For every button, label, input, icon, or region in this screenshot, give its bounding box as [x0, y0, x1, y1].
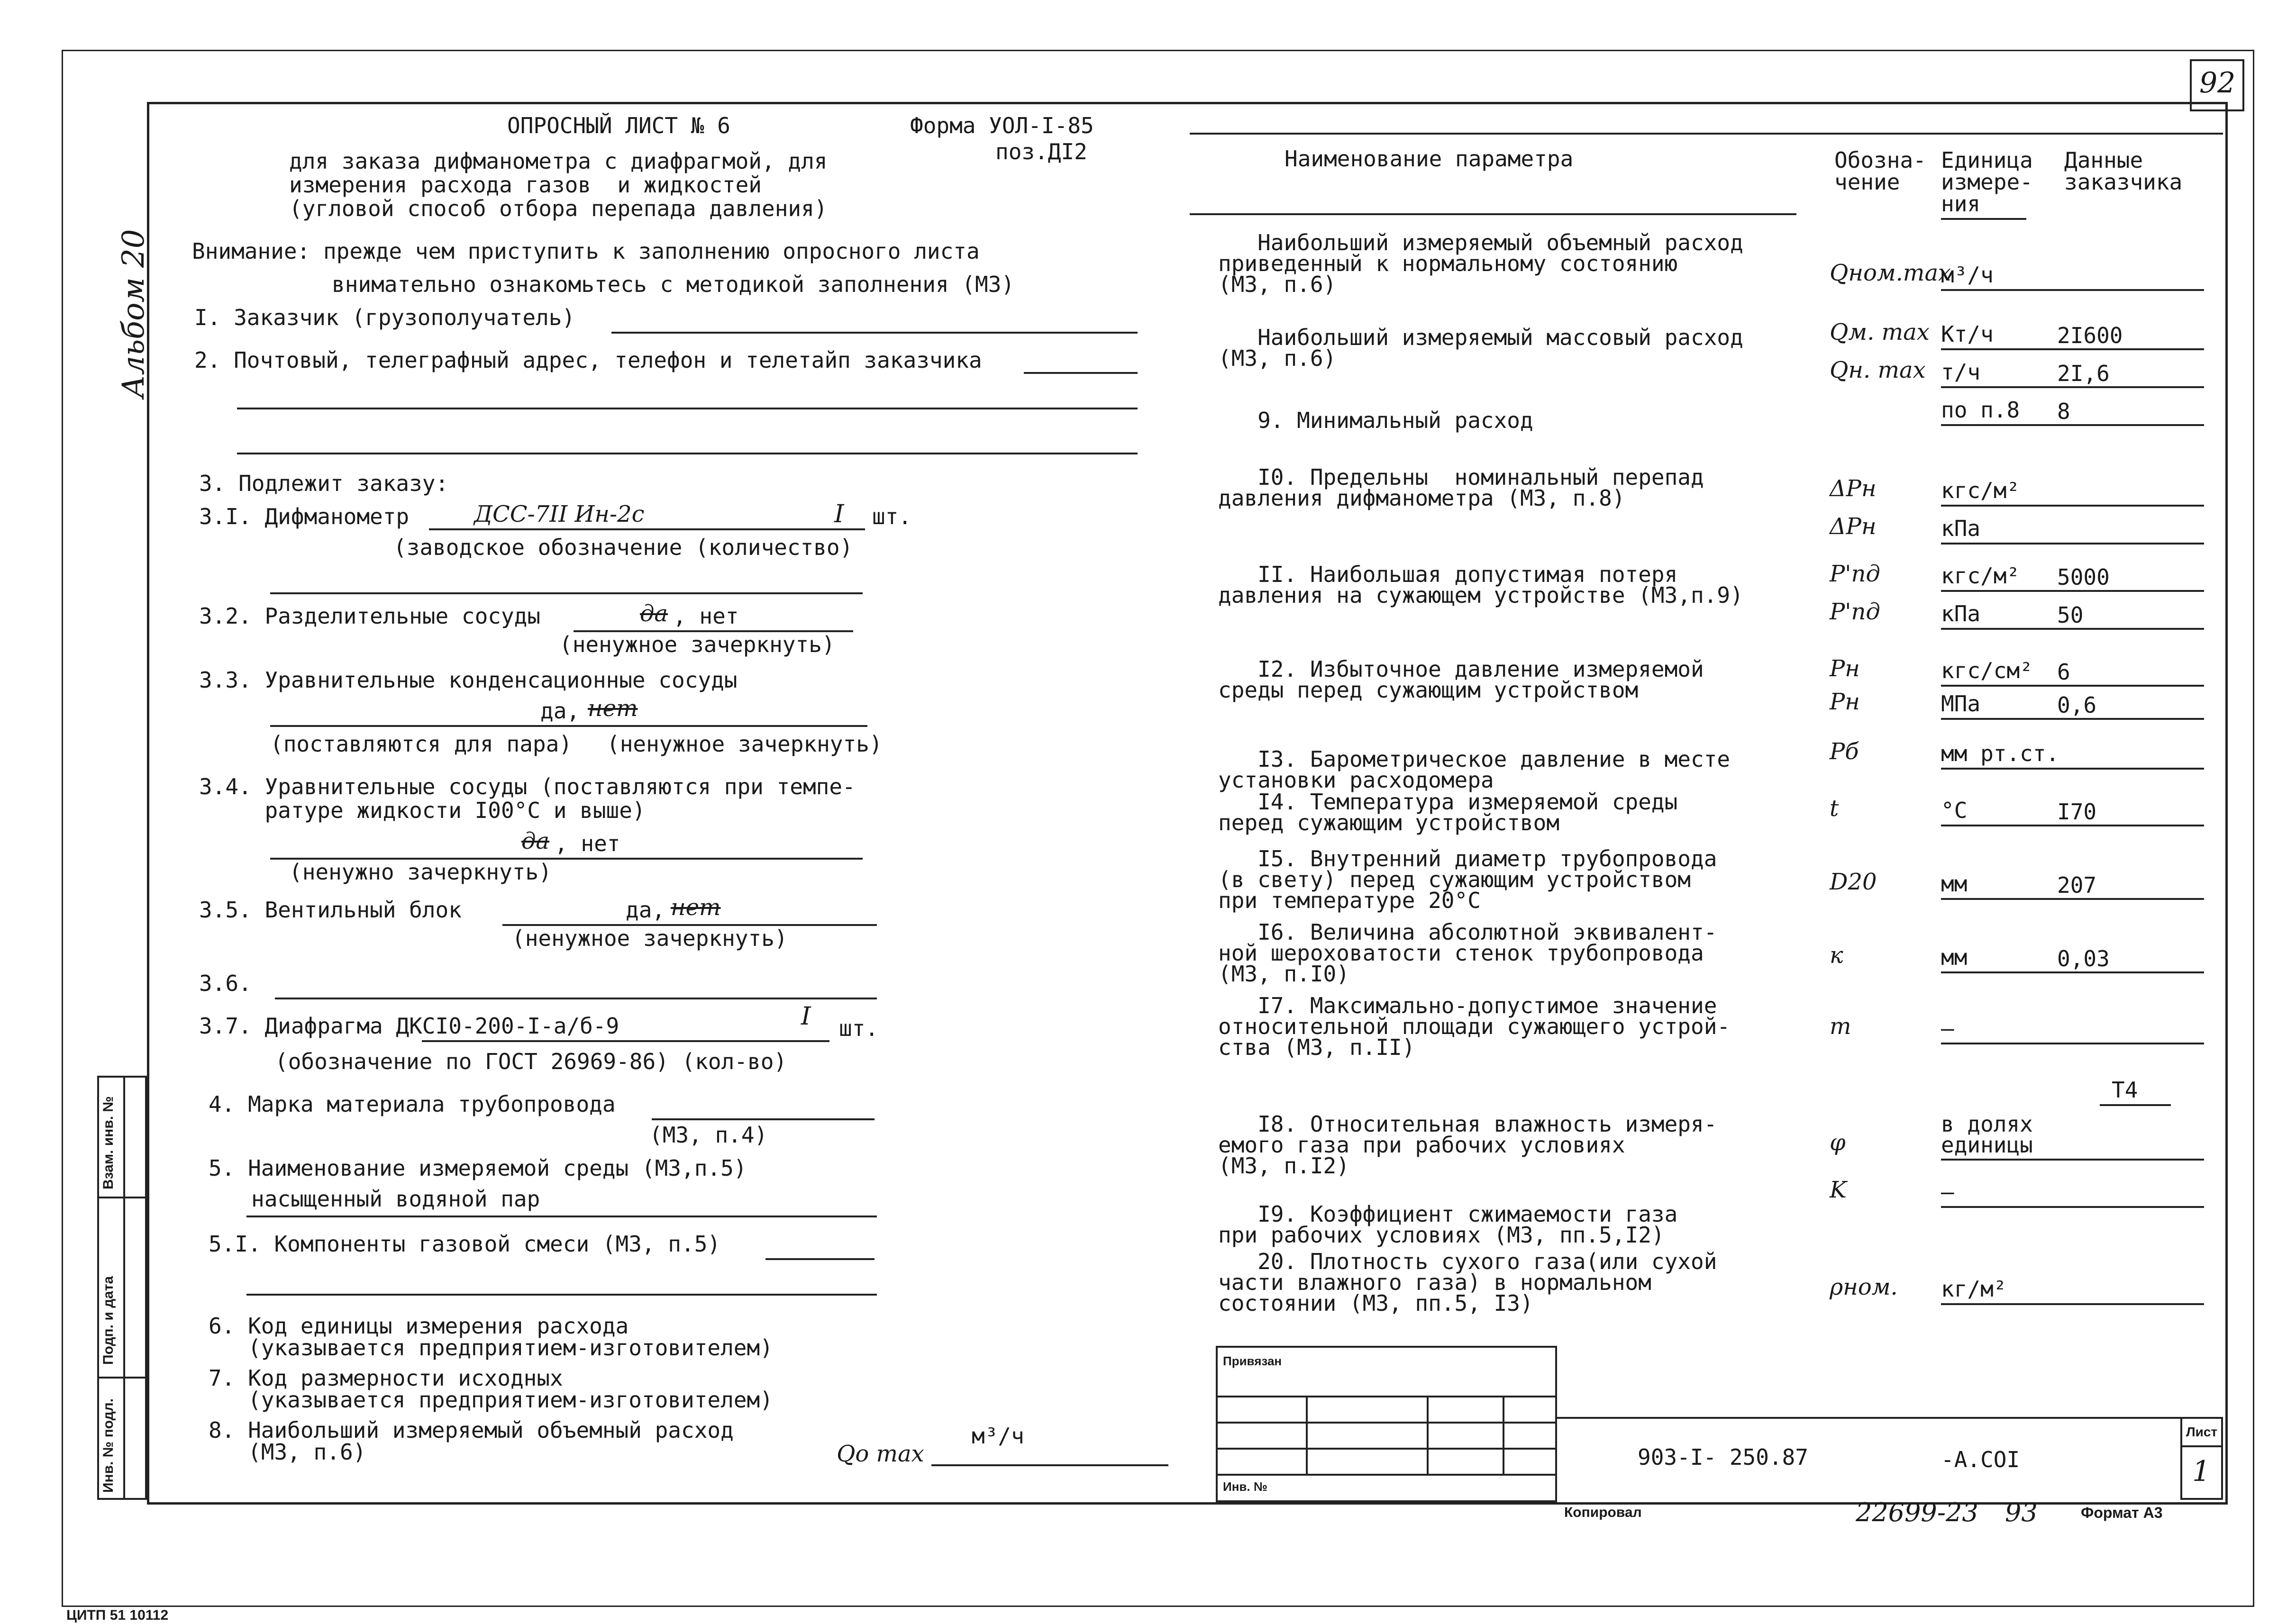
- t4-line: [2100, 1104, 2171, 1106]
- item-3-3-line: [270, 725, 867, 727]
- param-row-symbol: Qн. max: [1830, 357, 1926, 383]
- param-row-symbol: ΔPн: [1830, 475, 1877, 502]
- param-row-unit: кПа: [1941, 516, 1981, 541]
- item-3-6: 3.6.: [199, 971, 252, 996]
- stamp-format: Формат А3: [2081, 1504, 2163, 1521]
- param-row-text: II. Наибольшая допустимая потеря давления на сужающем устройстве (МЗ,п.9): [1218, 562, 1743, 608]
- param-row-value: I70: [2057, 799, 2097, 825]
- item-3-1-line-b: [270, 592, 863, 594]
- param-row-value: 0,6: [2057, 692, 2097, 718]
- item-2: 2. Почтовый, телеграфный адрес, телефон и телетайп заказчика: [194, 347, 982, 373]
- item-3-4: 3.4. Уравнительные сосуды (поставляются при темпе- ратуре жидкости I00°С и выше): [199, 774, 856, 823]
- param-row-text: I9. Коэффициент сжимаемости газа при рабочих условиях (МЗ, пп.5,I2): [1218, 1201, 1678, 1248]
- item-3-5-yes: да,: [626, 897, 665, 923]
- item-8-line: [931, 1464, 1168, 1466]
- stamp-sheet-code: -А.COI: [1941, 1447, 2020, 1472]
- item-3-1-unit: шт.: [872, 504, 912, 529]
- param-row-text: I0. Предельны номинальный перепад давления дифманометра (МЗ, п.8): [1218, 464, 1704, 511]
- left-stamp-inv: Инв. № подл.: [100, 1398, 116, 1493]
- stamp-kopiroval: Копировал: [1564, 1505, 1642, 1520]
- header-unit-line: [1941, 218, 2026, 220]
- item-1: I. Заказчик (грузополучатель): [194, 305, 575, 330]
- item-3-3-note-1: (поставляются для пара): [270, 731, 572, 757]
- item-3-7-unit: шт.: [839, 1016, 879, 1041]
- param-row-symbol: P'пд: [1830, 599, 1880, 625]
- stamp-bottom-code: ЦИТП 51 10112: [66, 1607, 169, 1623]
- param-row-text: I8. Относительная влажность измеря- емого газа при рабочих условиях (МЗ, п.I2): [1218, 1111, 1717, 1179]
- item-4: 4. Марка материала трубопровода: [209, 1091, 616, 1117]
- param-row-symbol: P'пд: [1830, 561, 1880, 587]
- stamp-inv: Инв. №: [1223, 1479, 1267, 1494]
- param-row-value: 207: [2057, 872, 2097, 898]
- param-row-symbol: D20: [1830, 869, 1877, 895]
- item-3-5-note: (ненужное зачеркнуть): [512, 925, 788, 951]
- left-stamp-replace: Взам. инв. №: [100, 1096, 116, 1189]
- param-row-line: [1941, 543, 2204, 544]
- page-number: 92: [2199, 66, 2236, 100]
- param-row-text: I6. Величина абсолютной эквивалент- ной шероховатости стенок трубопровода (МЗ, п.I0): [1218, 919, 1717, 987]
- param-row-symbol: K: [1830, 1177, 1847, 1203]
- item-5-1: 5.I. Компоненты газовой смеси (МЗ, п.5): [209, 1231, 721, 1257]
- attention-text-2: внимательно ознакомьтесь с методикой заполнения (МЗ): [332, 272, 1015, 297]
- param-row-symbol: к: [1830, 942, 1843, 969]
- param-row-text: 20. Плотность сухого газа(или сухой части влажного газа) в нормальном состоянии (МЗ, пп.5, I3): [1218, 1249, 1717, 1316]
- param-row-line: [1941, 348, 2204, 350]
- item-2-line-b: [237, 408, 1138, 409]
- item-3-2-note: (ненужное зачеркнуть): [559, 632, 835, 657]
- param-row-text: I5. Внутренний диаметр трубопровода (в свету) перед сужающим устройством при температуре 20°С: [1218, 846, 1717, 913]
- param-row-unit: Кт/ч: [1941, 321, 1994, 347]
- param-row-text: 9. Минимальный расход: [1218, 408, 1533, 433]
- form-pos: поз.ДI2: [995, 139, 1087, 164]
- item-3-7: 3.7. Диафрагма ДКСI0-200-I-а/б-9: [199, 1013, 620, 1039]
- param-row-value: 8: [2057, 399, 2070, 424]
- item-3-2-yes: да: [640, 600, 668, 627]
- item-4-note: (МЗ, п.4): [649, 1122, 768, 1148]
- param-row-symbol: ΔPн: [1830, 513, 1877, 540]
- stamp-grid-v2: [1427, 1396, 1429, 1474]
- left-stamp-div-2: [97, 1377, 147, 1379]
- param-row-symbol: Qном.max: [1830, 260, 1951, 286]
- item-3-4-note: (ненужно зачеркнуть): [289, 859, 552, 885]
- item-3-4-no: , нет: [555, 831, 620, 856]
- form-code: Форма УОЛ-I-85: [910, 113, 1094, 138]
- param-row-unit: –: [1941, 1179, 1954, 1205]
- item-8: 8. Наибольший измеряемый объемный расход (МЗ, п.6): [209, 1417, 734, 1465]
- stamp-privyazan: Привязан: [1223, 1354, 1282, 1368]
- param-row-text: Наибольший измеряемый объемный расход приведенный к нормальному состоянию (МЗ, п.6): [1218, 230, 1743, 297]
- stamp-number: 22699-23: [1856, 1497, 1978, 1527]
- item-3-7-qty: I: [801, 1002, 811, 1031]
- param-row-line: [1941, 1303, 2204, 1305]
- param-row-line: [1941, 768, 2204, 770]
- item-3-3-no: нет: [588, 695, 638, 722]
- stamp-grid-1: [1216, 1396, 1557, 1397]
- param-row-text: I2. Избыточное давление измеряемой среды перед сужающим устройством: [1218, 656, 1704, 703]
- stamp-code: 903-I- 250.87: [1638, 1444, 1809, 1470]
- item-5-value: насыщенный водяной пар: [251, 1186, 540, 1212]
- left-stamp-sign: Подп. и дата: [100, 1276, 116, 1365]
- param-row-value: 5000: [2057, 564, 2110, 590]
- param-row-unit: МПа: [1941, 691, 1981, 717]
- param-row-unit: кгс/см²: [1941, 658, 2033, 683]
- header-unit: Единица измере- ния: [1941, 147, 2033, 217]
- param-row-line: [1941, 424, 2204, 426]
- param-row-symbol: φ: [1830, 1129, 1846, 1156]
- item-5-line: [246, 1216, 877, 1217]
- item-5-1-line: [765, 1258, 875, 1260]
- header-param: Наименование параметра: [1285, 146, 1574, 172]
- item-5-1-line-b: [246, 1294, 877, 1296]
- item-3-7-note: (обозначение по ГОСТ 26969-86) (кол-во): [275, 1049, 787, 1074]
- param-row-value: 6: [2057, 659, 2070, 685]
- param-row-line: [1941, 386, 2204, 388]
- item-3-1: 3.I. Дифманометр: [199, 504, 410, 529]
- param-row-text: I4. Температура измеряемой среды перед сужающим устройством: [1218, 789, 1678, 835]
- item-2-line: [1024, 372, 1138, 374]
- param-row-symbol: Pб: [1830, 738, 1859, 765]
- param-row-symbol: ρном.: [1830, 1274, 1898, 1300]
- item-4-line: [652, 1118, 875, 1120]
- param-row-line: [1941, 505, 2204, 507]
- param-row-line: [1941, 685, 2204, 687]
- header-top-line: [1190, 133, 2223, 135]
- param-row-line: [1941, 628, 2204, 630]
- param-row-unit: кгс/м²: [1941, 478, 2020, 503]
- item-3-3-note-2: (ненужное зачеркнуть): [607, 731, 883, 757]
- item-3-2: 3.2. Разделительные сосуды: [199, 603, 541, 629]
- param-row-line: [1941, 971, 2204, 973]
- param-row-line: [1941, 1206, 2204, 1208]
- stamp-list-div: [2180, 1445, 2223, 1447]
- param-row-symbol: t: [1830, 795, 1839, 822]
- stamp-grid-v1: [1306, 1396, 1308, 1474]
- param-row-line: [1941, 590, 2204, 592]
- param-row-unit: кПа: [1941, 601, 1981, 626]
- item-3-1-value: ДСС-7II Ин-2с: [474, 501, 645, 527]
- stamp-grid-3: [1216, 1448, 1557, 1450]
- param-row-symbol: Pн: [1830, 655, 1860, 682]
- param-row-unit: кг/м²: [1941, 1276, 2007, 1302]
- stamp-grid-2: [1216, 1422, 1557, 1424]
- param-row-unit: °С: [1941, 798, 1968, 823]
- item-3-4-yes: да: [521, 828, 550, 854]
- form-subtitle: для заказа дифманометра с диафрагмой, для измерения расхода газов и жидкостей (угловой способ отбора перепада давления): [289, 148, 828, 221]
- param-row-symbol: Pн: [1830, 689, 1860, 715]
- stamp-grid-4: [1216, 1474, 1557, 1476]
- item-7: 7. Код размерности исходных (указывается предприятием-изготовителем): [209, 1365, 773, 1413]
- item-8-symbol: Qo max: [837, 1441, 924, 1467]
- param-row-line: [1941, 825, 2204, 826]
- item-3-1-line: [429, 528, 865, 530]
- item-5: 5. Наименование измеряемой среды (МЗ,п.5): [209, 1155, 747, 1181]
- stamp-list-label: Лист: [2186, 1424, 2218, 1439]
- left-stamp-div-v: [123, 1076, 125, 1500]
- item-3-1-qty: I: [834, 500, 844, 528]
- param-row-unit: в долях единицы: [1941, 1111, 2033, 1158]
- param-row-line: [1941, 898, 2204, 900]
- item-3-3: 3.3. Уравнительные конденсационные сосуды: [199, 667, 738, 693]
- header-symbol: Обозна- чение: [1834, 147, 1926, 195]
- param-row-unit: мм: [1941, 944, 1968, 970]
- param-row-text: Наибольший измеряемый массовый расход (МЗ, п.6): [1218, 325, 1743, 371]
- stamp-main-top: [1557, 1417, 2223, 1419]
- item-3-3-yes: да,: [540, 698, 580, 724]
- param-row-value: 2I,6: [2057, 361, 2110, 386]
- item-2-line-c: [237, 453, 1138, 454]
- param-row-symbol: m: [1830, 1013, 1851, 1040]
- param-row-text: I3. Барометрическое давление в месте установки расходомера: [1218, 746, 1731, 793]
- item-3-7-line: [422, 1040, 829, 1042]
- param-row-unit: м³/ч: [1941, 262, 1994, 288]
- param-row-unit: по п.8: [1941, 397, 2020, 423]
- param-row-line: [1941, 1159, 2204, 1161]
- item-3-5: 3.5. Вентильный блок: [199, 897, 462, 923]
- param-row-unit: –: [1941, 1016, 1954, 1041]
- item-3-5-no: нет: [671, 894, 721, 921]
- param-row-unit: т/ч: [1941, 359, 1981, 385]
- param-row-unit: кгс/м²: [1941, 563, 2020, 589]
- t4-mark: Т4: [2112, 1077, 2138, 1103]
- left-stamp-div-1: [97, 1197, 147, 1198]
- param-row-unit: мм рт.ст.: [1941, 741, 2059, 766]
- header-bottom-line: [1190, 213, 1796, 215]
- param-row-line: [1941, 289, 2204, 291]
- album-label: Альбом 20: [116, 229, 151, 398]
- param-row-value: 0,03: [2057, 946, 2110, 971]
- item-3-2-no: , нет: [673, 603, 739, 629]
- item-8-unit: м³/ч: [972, 1423, 1024, 1449]
- param-row-unit: мм: [1941, 871, 1968, 897]
- param-row-line: [1941, 718, 2204, 720]
- header-data: Данные заказчика: [2064, 147, 2183, 195]
- param-row-symbol: Qм. max: [1830, 319, 1930, 345]
- stamp-number-2: 93: [2005, 1497, 2038, 1527]
- item-1-line: [611, 332, 1138, 334]
- stamp-list-number: 1: [2192, 1455, 2211, 1488]
- item-3: 3. Подлежит заказу:: [199, 471, 449, 496]
- item-3-1-note: (заводское обозначение (количество): [393, 535, 853, 560]
- attention-text: Внимание: прежде чем приступить к заполнению опросного листа: [192, 238, 980, 264]
- param-row-line: [1941, 1043, 2204, 1044]
- item-3-6-line: [275, 998, 877, 999]
- param-row-value: 50: [2057, 602, 2084, 628]
- form-title: ОПРОСНЫЙ ЛИСТ № 6: [507, 113, 730, 138]
- item-6: 6. Код единицы измерения расхода (указывается предприятием-изготовителем): [209, 1313, 773, 1361]
- stamp-grid-v3: [1503, 1396, 1504, 1474]
- param-row-value: 2I600: [2057, 323, 2123, 348]
- param-row-text: I7. Максимально-допустимое значение относительной площади сужающего устрой- ства (МЗ, п.II): [1218, 993, 1731, 1060]
